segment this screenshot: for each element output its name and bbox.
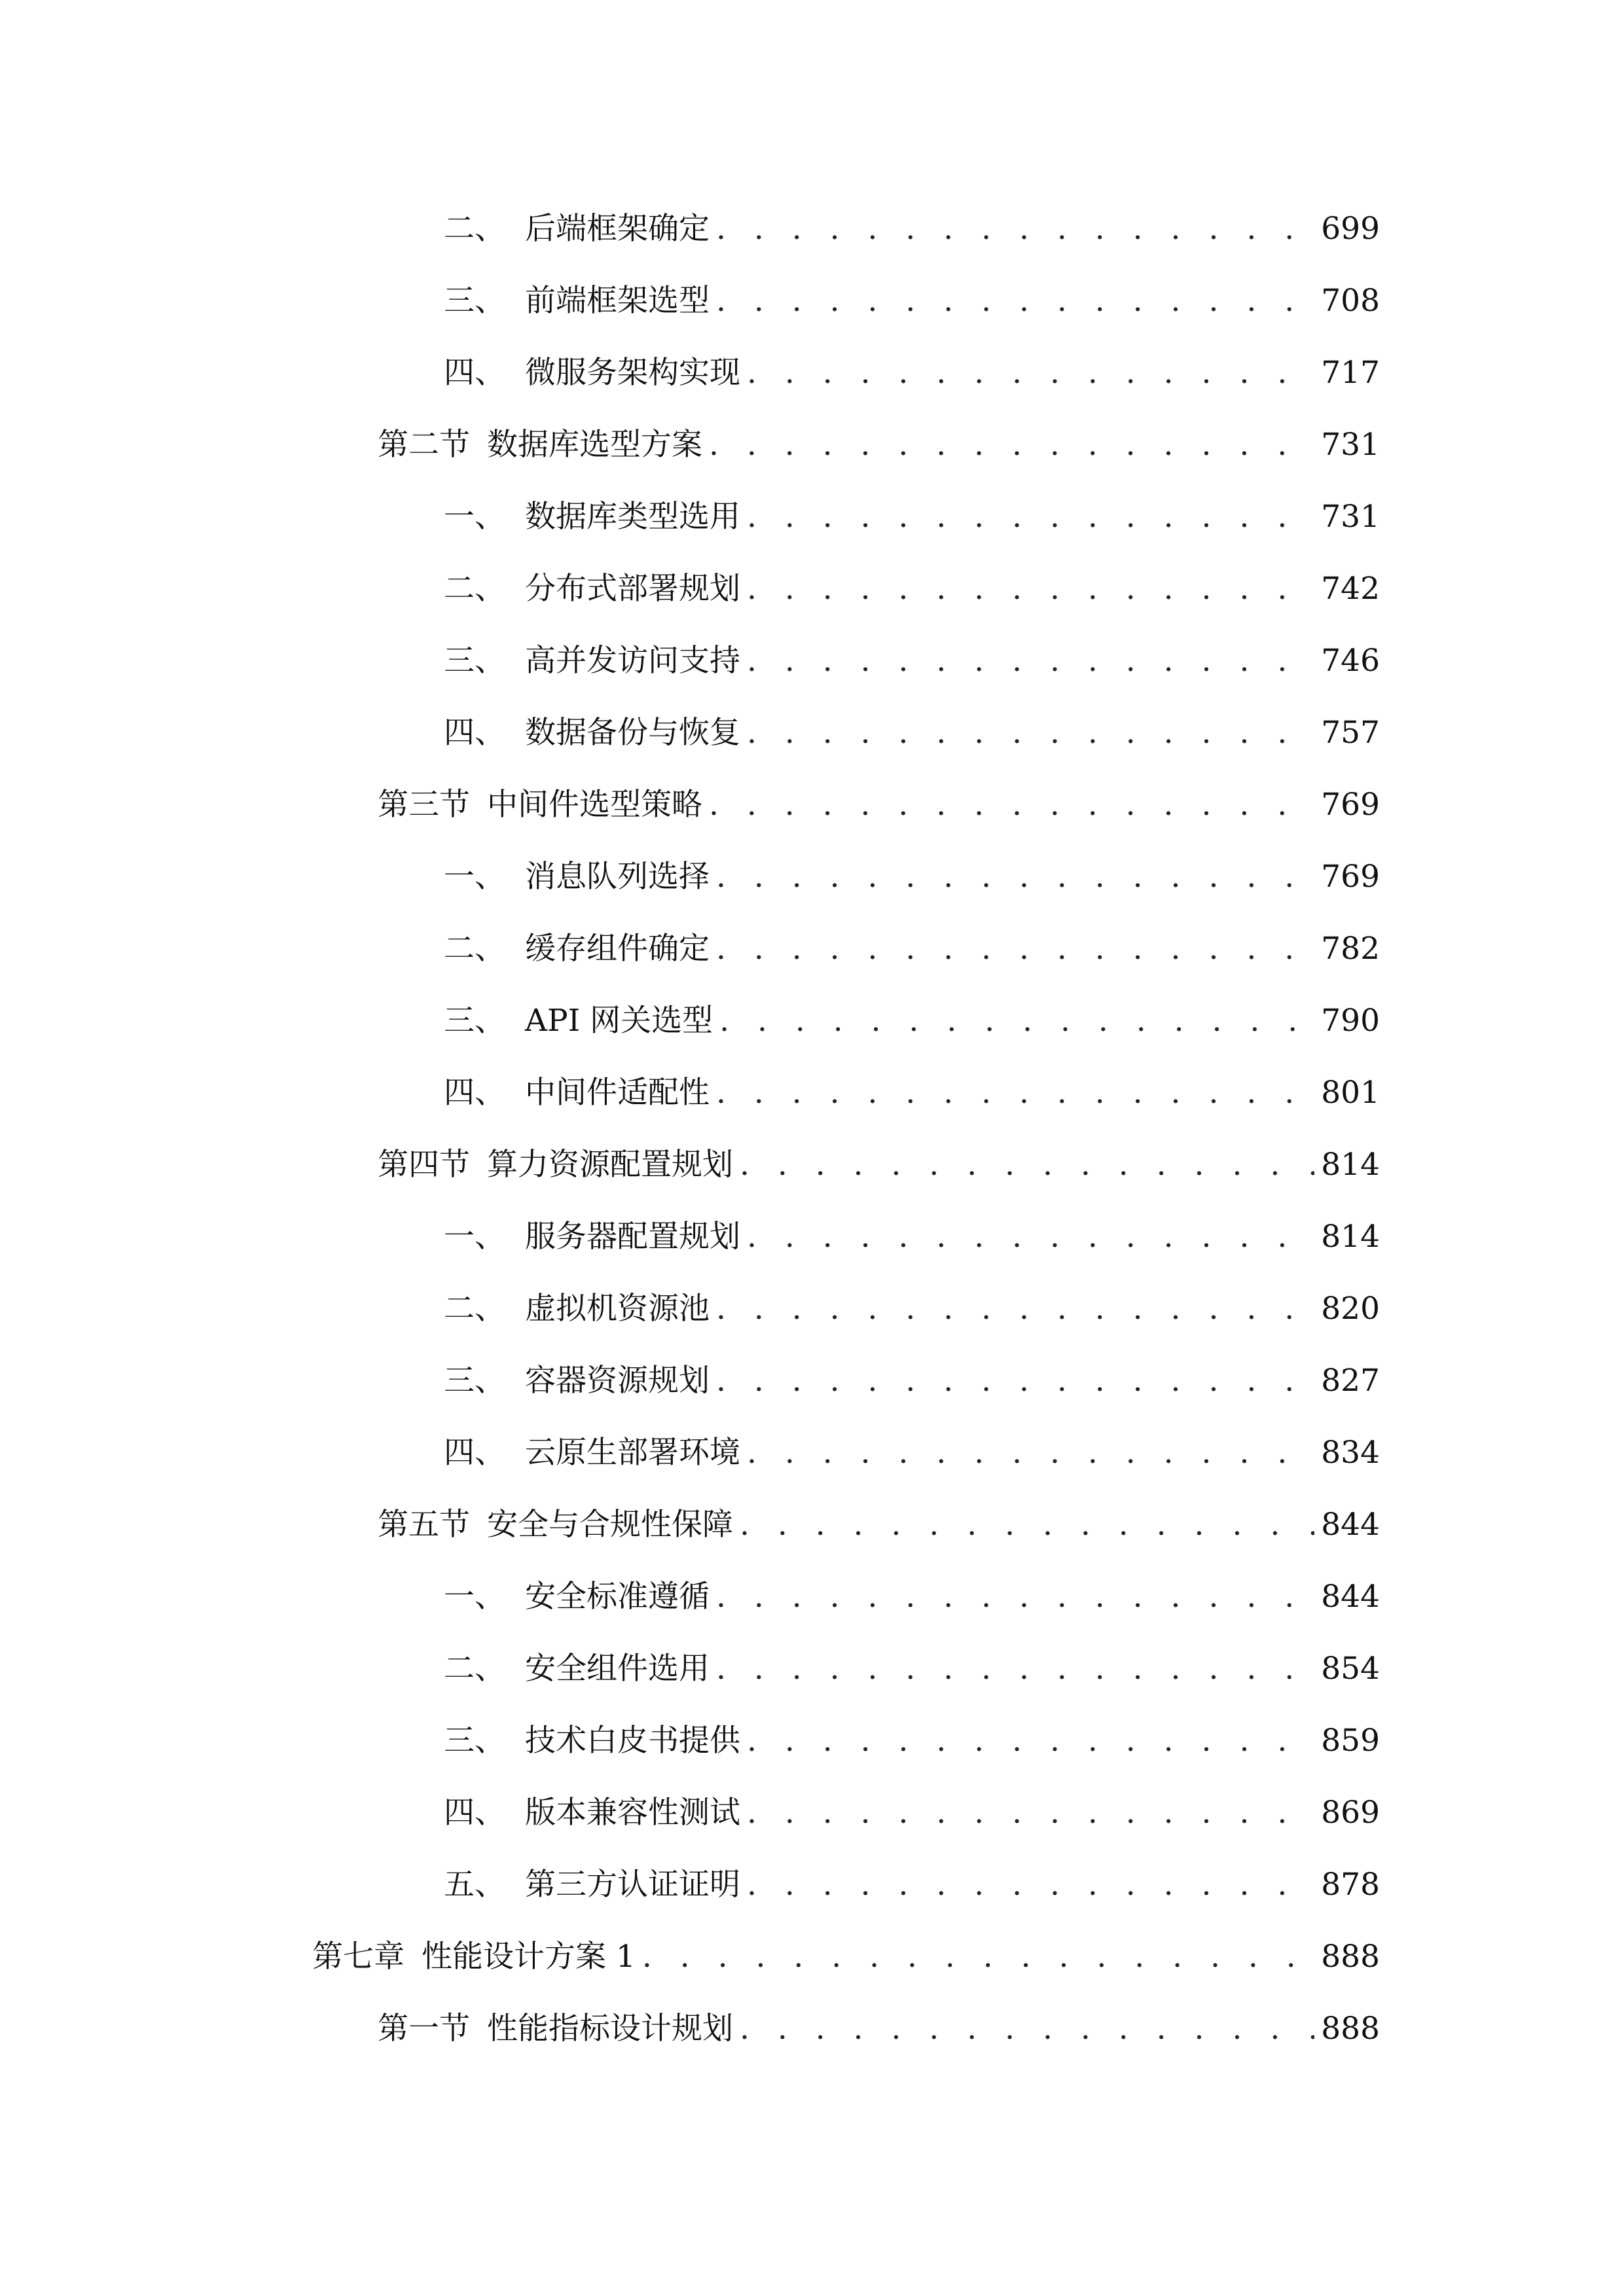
toc-entry-number: 三、 bbox=[444, 1723, 505, 1759]
toc-entry-title: 数据库选型方案 bbox=[487, 427, 702, 463]
toc-entry-page: 869 bbox=[1321, 1795, 1380, 1831]
toc-entry-page: 888 bbox=[1321, 2011, 1380, 2047]
toc-entry-number: 三、 bbox=[444, 643, 505, 679]
toc-entry-title: 容器资源规划 bbox=[525, 1363, 710, 1399]
toc-entry-page: 834 bbox=[1321, 1435, 1380, 1471]
toc-entry-page: 814 bbox=[1321, 1219, 1380, 1255]
toc-entry-number: 二、 bbox=[444, 931, 505, 967]
dot-leader bbox=[747, 1427, 1314, 1479]
toc-entry[interactable] bbox=[444, 563, 1380, 615]
toc-entry-page: 731 bbox=[1321, 499, 1380, 535]
toc-entry-title: 性能指标设计规划 bbox=[487, 2011, 733, 2047]
toc-entry-number: 一、 bbox=[444, 1579, 505, 1615]
toc-entry-number: 二、 bbox=[444, 571, 505, 607]
toc-entry-page: 782 bbox=[1321, 931, 1380, 967]
dot-leader bbox=[740, 2003, 1314, 2055]
toc-entry[interactable] bbox=[378, 2003, 1380, 2055]
toc-entry-number: 二、 bbox=[444, 1291, 505, 1327]
toc-entry-number: 第四节 bbox=[378, 1147, 470, 1183]
toc-entry[interactable] bbox=[444, 1355, 1380, 1407]
toc-entry[interactable] bbox=[312, 1931, 1380, 1983]
toc-entry-title: 技术白皮书提供 bbox=[525, 1723, 740, 1759]
toc-entry[interactable] bbox=[444, 1571, 1380, 1623]
dot-leader bbox=[716, 275, 1314, 327]
toc-entry-title: API 网关选型 bbox=[525, 1003, 713, 1039]
toc-entry[interactable] bbox=[444, 1715, 1380, 1767]
toc-entry-title: 版本兼容性测试 bbox=[525, 1795, 740, 1831]
dot-leader bbox=[716, 1643, 1314, 1695]
dot-leader bbox=[747, 1715, 1314, 1767]
toc-entry[interactable] bbox=[444, 203, 1380, 255]
dot-leader bbox=[709, 779, 1314, 831]
toc-entry-number: 四、 bbox=[444, 1435, 505, 1471]
toc-entry-title: 安全与合规性保障 bbox=[487, 1507, 733, 1543]
toc-entry[interactable] bbox=[444, 635, 1380, 687]
toc-entry[interactable] bbox=[444, 1427, 1380, 1479]
toc-entry[interactable] bbox=[444, 851, 1380, 903]
toc-entry-title: 性能设计方案 1 bbox=[422, 1939, 636, 1975]
toc-entry-number: 一、 bbox=[444, 859, 505, 895]
toc-entry-page: 699 bbox=[1321, 211, 1380, 247]
toc-entry-page: 814 bbox=[1321, 1147, 1380, 1183]
toc-entry[interactable] bbox=[444, 347, 1380, 399]
dot-leader bbox=[642, 1931, 1314, 1983]
toc-entry-title: 中间件选型策略 bbox=[487, 787, 702, 823]
toc-entry-page: 878 bbox=[1321, 1867, 1380, 1903]
toc-entry[interactable] bbox=[444, 1787, 1380, 1839]
dot-leader bbox=[716, 203, 1314, 255]
toc-entry-number: 五、 bbox=[444, 1867, 505, 1903]
toc-entry-number: 第二节 bbox=[378, 427, 470, 463]
toc-entry-number: 第一节 bbox=[378, 2011, 470, 2047]
toc-entry[interactable] bbox=[378, 1499, 1380, 1551]
toc-entry-page: 717 bbox=[1321, 355, 1380, 391]
toc-entry-page: 731 bbox=[1321, 427, 1380, 463]
toc-entry-title: 中间件适配性 bbox=[525, 1075, 710, 1111]
toc-entry-title: 数据库类型选用 bbox=[525, 499, 740, 535]
toc-entry-page: 746 bbox=[1321, 643, 1380, 679]
dot-leader bbox=[709, 419, 1314, 471]
dot-leader bbox=[716, 851, 1314, 903]
toc-entry[interactable] bbox=[444, 1859, 1380, 1911]
toc-entry-title: 前端框架选型 bbox=[525, 283, 710, 319]
toc-entry-number: 四、 bbox=[444, 355, 505, 391]
toc-entry-title: 微服务架构实现 bbox=[525, 355, 740, 391]
toc-entry[interactable] bbox=[444, 1643, 1380, 1695]
toc-entry[interactable] bbox=[444, 1211, 1380, 1263]
toc-entry-title: 消息队列选择 bbox=[525, 859, 710, 895]
dot-leader bbox=[716, 1067, 1314, 1119]
toc-entry-title: 分布式部署规划 bbox=[525, 571, 740, 607]
toc-entry-title: 安全组件选用 bbox=[525, 1651, 710, 1687]
dot-leader bbox=[740, 1139, 1314, 1191]
toc-entry-title: 服务器配置规划 bbox=[525, 1219, 740, 1255]
toc-entry-number: 二、 bbox=[444, 211, 505, 247]
toc-entry-title: 缓存组件确定 bbox=[525, 931, 710, 967]
dot-leader bbox=[716, 923, 1314, 975]
toc-entry[interactable] bbox=[444, 275, 1380, 327]
dot-leader bbox=[747, 563, 1314, 615]
dot-leader bbox=[747, 1787, 1314, 1839]
toc-entry[interactable] bbox=[378, 779, 1380, 831]
toc-entry-number: 三、 bbox=[444, 283, 505, 319]
toc-entry[interactable] bbox=[444, 1283, 1380, 1335]
toc-entry-page: 888 bbox=[1321, 1939, 1380, 1975]
toc-entry-page: 742 bbox=[1321, 571, 1380, 607]
toc-entry-number: 二、 bbox=[444, 1651, 505, 1687]
toc-entry-title: 后端框架确定 bbox=[525, 211, 710, 247]
toc-entry[interactable] bbox=[444, 707, 1380, 759]
toc-entry-page: 844 bbox=[1321, 1579, 1380, 1615]
toc-entry-page: 820 bbox=[1321, 1291, 1380, 1327]
toc-entry-number: 一、 bbox=[444, 1219, 505, 1255]
toc-entry-page: 790 bbox=[1321, 1003, 1380, 1039]
toc-entry-number: 四、 bbox=[444, 715, 505, 751]
dot-leader bbox=[747, 707, 1314, 759]
toc-entry[interactable] bbox=[444, 491, 1380, 543]
dot-leader bbox=[716, 1355, 1314, 1407]
toc-entry-title: 高并发访问支持 bbox=[525, 643, 740, 679]
toc-entry-title: 数据备份与恢复 bbox=[525, 715, 740, 751]
dot-leader bbox=[747, 1211, 1314, 1263]
toc-entry-page: 854 bbox=[1321, 1651, 1380, 1687]
toc-entry-number: 三、 bbox=[444, 1363, 505, 1399]
toc-entry-page: 769 bbox=[1321, 859, 1380, 895]
toc-entry[interactable] bbox=[378, 1139, 1380, 1191]
dot-leader bbox=[716, 1283, 1314, 1335]
dot-leader bbox=[747, 491, 1314, 543]
toc-entry-page: 757 bbox=[1321, 715, 1380, 751]
dot-leader bbox=[747, 347, 1314, 399]
toc-entry-title: 第三方认证证明 bbox=[525, 1867, 740, 1903]
toc-entry-page: 801 bbox=[1321, 1075, 1380, 1111]
toc-entry-number: 第三节 bbox=[378, 787, 470, 823]
toc-entry-number: 三、 bbox=[444, 1003, 505, 1039]
toc-entry-title: 虚拟机资源池 bbox=[525, 1291, 710, 1327]
toc-entry-number: 四、 bbox=[444, 1075, 505, 1111]
toc-entry[interactable] bbox=[444, 995, 1380, 1047]
toc-entry-number: 第七章 bbox=[312, 1939, 405, 1975]
toc-entry[interactable] bbox=[444, 923, 1380, 975]
dot-leader bbox=[747, 1859, 1314, 1911]
toc-entry-title: 算力资源配置规划 bbox=[487, 1147, 733, 1183]
toc-entry-page: 844 bbox=[1321, 1507, 1380, 1543]
toc-entry[interactable] bbox=[444, 1067, 1380, 1119]
toc-entry[interactable] bbox=[378, 419, 1380, 471]
toc-entry-number: 一、 bbox=[444, 499, 505, 535]
toc-entry-page: 769 bbox=[1321, 787, 1380, 823]
toc-entry-title: 云原生部署环境 bbox=[525, 1435, 740, 1471]
dot-leader bbox=[740, 1499, 1314, 1551]
toc-entry-number: 四、 bbox=[444, 1795, 505, 1831]
toc-entry-title: 安全标准遵循 bbox=[525, 1579, 710, 1615]
dot-leader bbox=[716, 1571, 1314, 1623]
toc-entry-page: 827 bbox=[1321, 1363, 1380, 1399]
toc-entry-number: 第五节 bbox=[378, 1507, 470, 1543]
dot-leader bbox=[719, 995, 1314, 1047]
toc-entry-page: 859 bbox=[1321, 1723, 1380, 1759]
dot-leader bbox=[747, 635, 1314, 687]
toc-entry-page: 708 bbox=[1321, 283, 1380, 319]
